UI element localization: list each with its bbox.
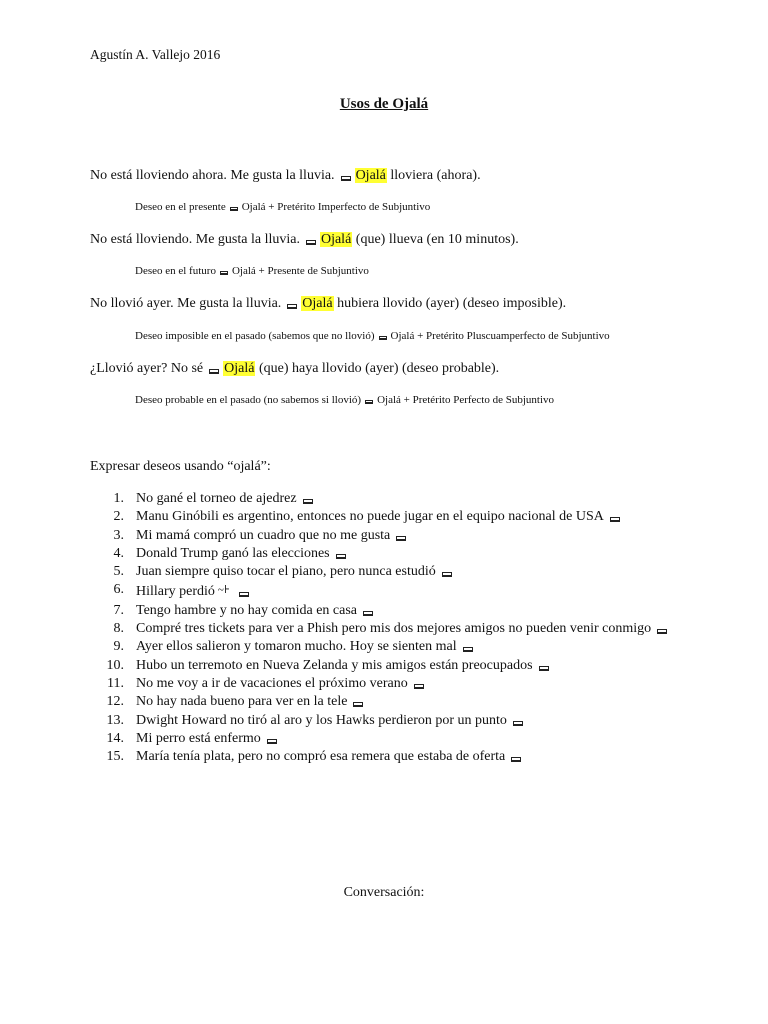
list-item — [90, 693, 690, 711]
item-text: María tenía plata, pero no compró esa remera que estaba de oferta — [136, 749, 506, 765]
arrow-icon — [363, 611, 373, 616]
grammar-note — [135, 330, 610, 342]
note-text: Deseo imposible en el pasado (sabemos que no llovió) — [135, 330, 375, 342]
conversation-heading: Conversación: — [343, 885, 425, 900]
list-item — [90, 620, 690, 638]
note-text: Deseo probable en el pasado (no sabemos si llovió) — [135, 394, 362, 406]
list-item — [90, 602, 690, 620]
note-text: Deseo en el presente — [135, 201, 226, 213]
arrow-icon — [353, 702, 363, 707]
item-number: 7. — [113, 602, 124, 618]
item-text: Mi perro está enfermo — [136, 730, 261, 746]
author-line: Agustín A. Vallejo 2016 — [90, 47, 221, 62]
list-item — [90, 675, 690, 693]
exercise-list — [90, 490, 690, 766]
arrow-icon — [396, 536, 406, 541]
example-text: No está lloviendo ahora. Me gusta la lluvia. — [90, 168, 335, 183]
arrow-icon — [511, 757, 521, 762]
example-sentence — [90, 296, 566, 312]
item-number: 8. — [113, 621, 124, 637]
item-text: Compré tres tickets para ver a Phish pero mis dos mejores amigos no pueden venir conmigo — [136, 621, 652, 637]
example-text: ¿Llovió ayer? No sé — [90, 361, 204, 376]
example-text: No llovió ayer. Me gusta la lluvia. — [90, 296, 282, 311]
example-text: hubiera llovido (ayer) (deseo imposible). — [333, 296, 567, 311]
item-number: 4. — [113, 545, 124, 561]
list-item — [90, 730, 690, 748]
arrow-icon — [414, 684, 424, 689]
item-text: Ayer ellos salieron y tomaron mucho. Hoy se sienten mal — [136, 639, 457, 655]
example-text: lloviera (ahora). — [386, 168, 481, 183]
arrow-icon — [463, 647, 473, 652]
list-item — [90, 545, 690, 563]
list-item — [90, 581, 690, 601]
arrow-icon — [365, 400, 373, 404]
item-number: 2. — [113, 509, 124, 525]
arrow-icon — [239, 592, 249, 597]
arrow-icon — [267, 739, 277, 744]
item-text: Juan siempre quiso tocar el piano, pero nunca estudió — [136, 564, 436, 580]
item-number: 9. — [113, 639, 124, 655]
ojala-highlight: Ojalá — [302, 296, 333, 311]
example-sentence — [90, 168, 481, 184]
arrow-icon — [610, 517, 620, 522]
arrow-icon — [220, 271, 228, 275]
example-text: No está lloviendo. Me gusta la lluvia. — [90, 232, 300, 247]
example-text: (que) haya llovido (ayer) (deseo probable). — [255, 361, 500, 376]
arrow-icon — [539, 666, 549, 671]
page-title: Usos de Ojalá — [339, 96, 429, 112]
arrow-icon — [287, 304, 297, 309]
squiggle-icon: ~⊦ — [217, 584, 231, 597]
example-sentence — [90, 361, 499, 377]
item-text: Dwight Howard no tiró al aro y los Hawks perdieron por un punto — [136, 712, 507, 728]
item-number: 15. — [106, 749, 124, 765]
arrow-icon — [341, 176, 351, 181]
arrow-icon — [306, 240, 316, 245]
example-sentence — [90, 232, 519, 248]
item-number: 5. — [113, 564, 124, 580]
grammar-note — [135, 265, 369, 277]
item-text: Mi mamá compró un cuadro que no me gusta — [136, 527, 391, 543]
list-item — [90, 748, 690, 766]
arrow-icon — [303, 499, 313, 504]
item-number: 12. — [106, 694, 124, 710]
arrow-icon — [230, 207, 238, 211]
note-rule: Ojalá + Presente de Subjuntivo — [231, 265, 369, 277]
note-rule: Ojalá + Pretérito Pluscuamperfecto de Subjuntivo — [390, 330, 610, 342]
item-number: 11. — [107, 675, 124, 691]
item-number: 13. — [106, 712, 124, 728]
item-number: 10. — [106, 657, 124, 673]
ojala-highlight: Ojalá — [355, 168, 386, 183]
list-item — [90, 563, 690, 581]
grammar-note — [135, 394, 554, 406]
item-text: Donald Trump ganó las elecciones — [136, 545, 330, 561]
list-item — [90, 638, 690, 656]
item-number: 14. — [106, 730, 124, 746]
exercise-instructions: Expresar deseos usando “ojalá”: — [90, 459, 271, 474]
ojala-highlight: Ojalá — [320, 232, 352, 247]
note-rule: Ojalá + Pretérito Perfecto de Subjuntivo — [377, 394, 555, 406]
ojala-highlight: Ojalá — [224, 361, 255, 376]
note-rule: Ojalá + Pretérito Imperfecto de Subjuntivo — [241, 201, 431, 213]
item-text: Manu Ginóbili es argentino, entonces no puede jugar en el equipo nacional de USA — [136, 509, 604, 525]
note-text: Deseo en el futuro — [135, 265, 216, 277]
arrow-icon — [442, 572, 452, 577]
example-text: (que) llueva (en 10 minutos). — [352, 232, 519, 247]
item-text: No hay nada bueno para ver en la tele — [136, 694, 348, 710]
item-number: 6. — [113, 582, 124, 598]
list-item — [90, 657, 690, 675]
list-item — [90, 527, 690, 545]
arrow-icon — [209, 369, 219, 374]
list-item — [90, 490, 690, 508]
arrow-icon — [513, 721, 523, 726]
list-item — [90, 712, 690, 730]
item-number: 3. — [113, 527, 124, 543]
grammar-note — [135, 201, 430, 213]
list-item — [90, 508, 690, 526]
arrow-icon — [379, 336, 387, 340]
item-number: 1. — [113, 491, 124, 506]
arrow-icon — [336, 554, 346, 559]
item-text: Tengo hambre y no hay comida en casa — [136, 602, 357, 618]
arrow-icon — [657, 629, 667, 634]
item-text: No gané el torneo de ajedrez — [136, 491, 297, 506]
item-text: Hillary perdió — [136, 584, 215, 600]
item-text: Hubo un terremoto en Nueva Zelanda y mis amigos están preocupados — [136, 657, 533, 673]
item-text: No me voy a ir de vacaciones el próximo verano — [136, 675, 408, 691]
